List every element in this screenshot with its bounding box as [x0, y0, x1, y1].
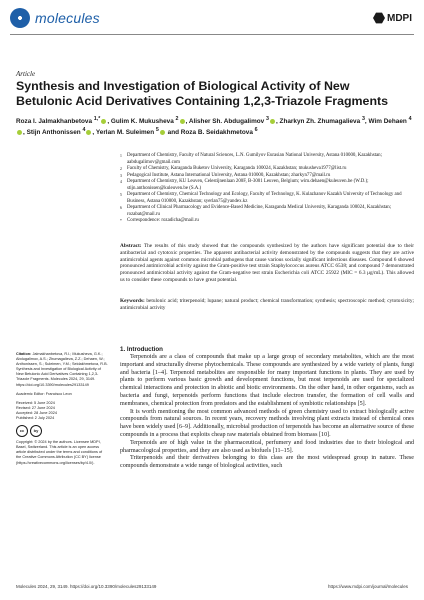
affiliation: 1 Department of Chemistry, Faculty of Natural Sciences, L.N. Gumilyov Eurasian National University, Astana 010000, Kazakhstan; aabdugalimov@gmail.com	[120, 153, 382, 165]
affiliation: 2 Faculty of Chemistry, Karaganda Buketov University, Karaganda 100024, Kazakhstan; mukusheva1977@list.ru	[120, 166, 347, 171]
orcid-icon[interactable]	[160, 130, 165, 135]
header-rule	[10, 34, 414, 35]
author: Yerlan M. Suleimen $^5$ and	[95, 127, 179, 137]
section-heading: 1. Introduction	[120, 346, 163, 353]
abstract-text: The results of this study showed that the compounds synthesized by the authors have significant potential due to their antibacterial and cytotoxic properties. The apparent antibacterial activity demonstrated by the compounds suggests that they are active antimicrobial agents against common microbial pathogens that cause various socially significant infectious diseases. Compound 6 showed pronounced antimicrobial activity against the Gram-positive test strain Staphylococcus aureus ATCC 6538; and compound 7 demonstrated pronounced antimicrobial activity against the Gram-negative test strain Escherichia coli ATCC 25922 (MIC = 6.3 μg/mL). This allowed us to consider these compounds to have great potential.	[120, 243, 414, 283]
author: Zharkyn Zh. Zhumagalieva $^3$,	[279, 116, 367, 126]
keywords-label: Keywords:	[120, 298, 145, 304]
footer-journal-link[interactable]: https://www.mdpi.com/journal/molecules	[327, 584, 408, 589]
affiliations	[120, 153, 415, 225]
cc-by-badge[interactable]	[16, 425, 108, 437]
publisher-logo[interactable]	[373, 12, 412, 24]
affiliation: 6 Department of Clinical Pharmacology and Evidence-Based Medicine, Karaganda Medical University, Karaganda 100024, Kazakhstan; rozabat@mail.ru	[120, 205, 392, 217]
affiliation: 4 Department of Chemistry, KU Leuven, Celestijnenlaan 200F, B-3001 Leuven, Belgium; wim.dehaen@kuleuven.be (W.D.); stijn.anthonissen@kuleuven.be (S.A.)	[120, 179, 369, 191]
paragraph: Terpenoids are of high value in the pharmaceutical, perfumery and food industries due to their biological and pharmacological properties, and they are also used as biofuels [11–15].	[120, 439, 414, 454]
citation: Citation: Jalmakhanbetova, R.I.; Mukusheva, G.K.; Abdugalimov, A.S.; Zhumagalieva, Z.Z.; Dehaen, W.; Anthonissen, S.; Suleimen, Y.M.; Seidakhmetova, R.B. Synthesis and Investigation of Biological Activity of New Betulonic Acid Derivatives Containing 1,2,3-Triazole Fragments. Molecules 2024, 29, 3149. https://doi.org/10.3390/molecules29133149	[16, 352, 108, 387]
author: Roza B. Seidakhmetova $^6$	[180, 127, 258, 137]
orcid-icon[interactable]	[270, 119, 275, 124]
affiliation: 3 Pedagogical Institute, Astana International University, Astana 010000, Kazakhstan; zharkyn77@mail.ru	[120, 172, 331, 178]
molecules-logo-icon	[10, 8, 30, 28]
keywords-text: betulonic acid; triterpenoid; lupane; natural product; chemical transformation; synthesis; spectroscopic method; cytotoxicity; antimicrobial activity	[120, 298, 414, 311]
journal-header	[0, 0, 424, 34]
sidebar	[16, 352, 108, 470]
correspondence: * Correspondence: rozadicha@mail.ru	[120, 218, 199, 223]
page-footer	[16, 584, 408, 589]
author: Gulim K. Mukusheva $^2$ ,	[110, 116, 188, 126]
orcid-icon[interactable]	[86, 130, 91, 135]
article-title: Synthesis and Investigation of Biological Activity of New Betulonic Acid Derivatives Containing 1,2,3-Triazole Fragments	[16, 79, 389, 108]
copyright: Copyright: © 2024 by the authors. Licensee MDPI, Basel, Switzerland. This article is an open access article distributed under the terms and conditions of the Creative Commons Attribution (CC BY) license (https://creativecommons.org/licenses/by/4.0/).	[16, 440, 103, 465]
author: Roza I. Jalmakhanbetova $^{1,*}$ ,	[16, 116, 110, 126]
abstract	[120, 243, 414, 284]
orcid-icon[interactable]	[180, 119, 185, 124]
paragraph: Terpenoids are a class of compounds that make up a large group of secondary metabolites, which are the most important and structurally diverse phytochemicals. These compounds are synthesized by a wide variety of plants, fungi and bacteria [1–4]. Terpenoid metabolites are responsible for many important functions in plants. They are used by plants to perform various basic growth and development functions, but most terpenoids are used for specialized chemical interactions and protection in abiotic and biotic environments. On the other hand, in other organisms, such as bacteria and fungi, terpenoids perform functions that include electron transfer, the formation of cell walls and membranes, chemical protection from predators and the establishment of symbiotic relationships [5].	[120, 354, 414, 407]
orcid-icon[interactable]	[101, 119, 106, 124]
journal-logo[interactable]	[10, 8, 100, 28]
by-icon: by	[30, 425, 42, 437]
affiliation: 5 Department of Chemistry, Chemical Technology and Ecology, Faculty of Technology, K. Kulazhanov Kazakh University of Technology and Business, Astana 010000, Kazakhstan; syerlan75@yandex.kz	[120, 192, 402, 204]
publisher-name: MDPI	[387, 12, 412, 24]
article-type: Article	[16, 70, 36, 78]
journal-name: molecules	[35, 10, 100, 26]
introduction-body	[120, 354, 414, 471]
orcid-icon[interactable]	[17, 130, 22, 135]
paragraph: It is worth mentioning the most common advanced methods of green chemistry used to extract biologically active compounds from natural sources. In recent years, recovery methods involving plant extracts instead of chemical ones have been widely used [6–9]. Additionally, microbial production of terpenoids has become an alternative source of these compounds in a process that exploits cheap raw materials obtained from biomass [10].	[120, 408, 414, 438]
paragraph: Triterpenoids and their derivatives belonging to this class are the most widespread group in nature. These compounds demonstrate a wide range of biological activities, such	[120, 455, 414, 470]
cc-icon: cc	[16, 425, 28, 437]
keywords	[120, 298, 414, 312]
academic-editor: Academic Editor: Francisco Leon	[16, 391, 72, 396]
footer-citation[interactable]: Molecules 2024, 29, 3149. https://doi.org/10.3390/molecules29133149	[16, 584, 157, 589]
mdpi-hexagon-icon	[373, 12, 385, 24]
dates: Received: 5 June 2024 Revised: 27 June 2024 Accepted: 28 June 2024 Published: 2 July 2024	[16, 400, 57, 421]
author: Alisher Sh. Abdugalimov $^3$ ,	[188, 116, 278, 126]
author: Wim Dehaen $^4$,	[16, 118, 412, 136]
abstract-label: Abstract:	[120, 243, 142, 249]
author-list	[16, 115, 412, 137]
author: Stijn Anthonissen $^4$ ,	[26, 127, 95, 137]
